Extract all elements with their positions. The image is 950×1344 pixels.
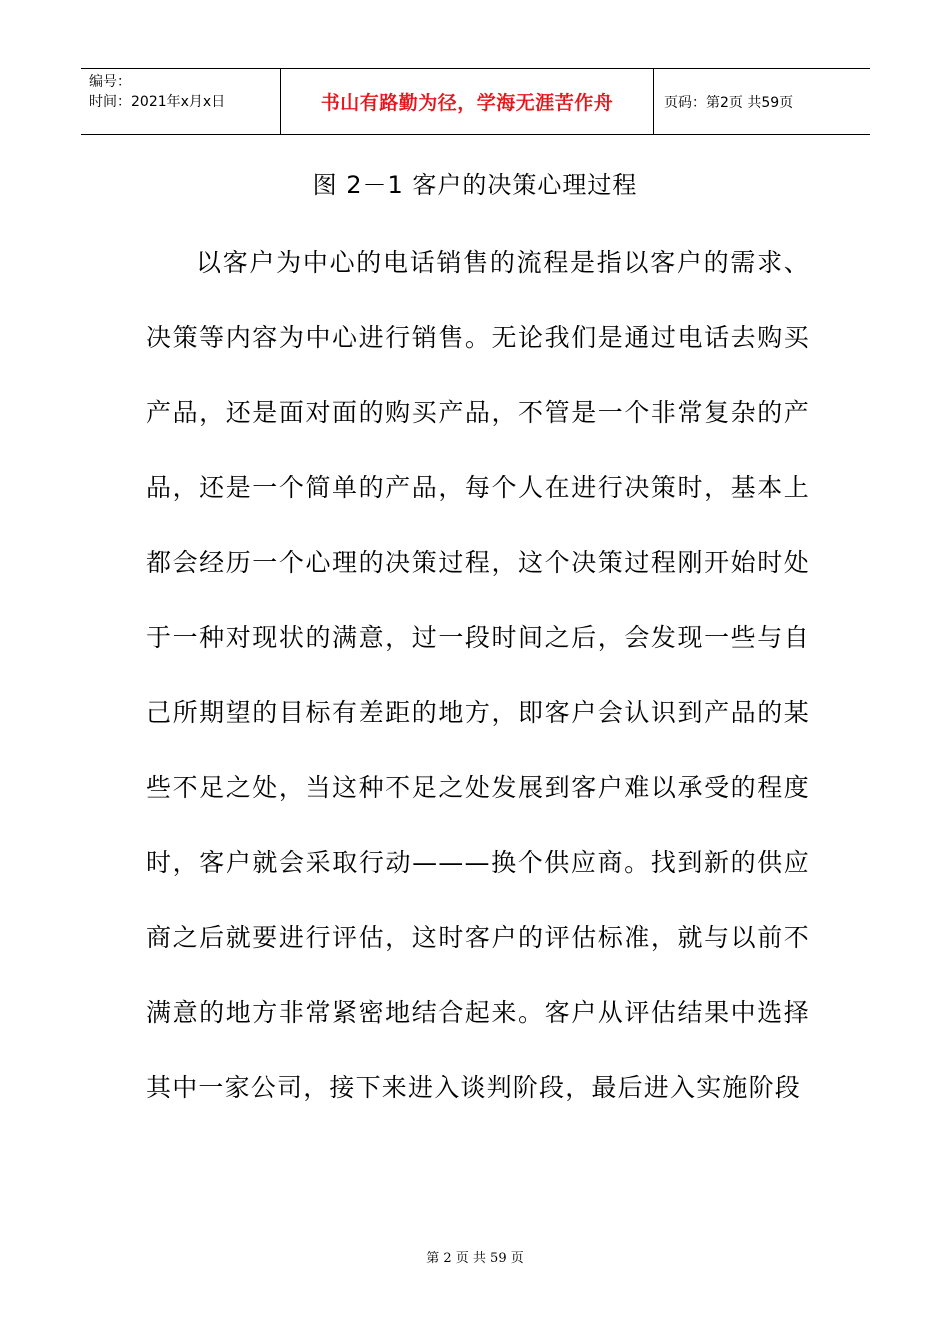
- figure-caption: 图 2－1 客户的决策心理过程: [312, 171, 638, 199]
- body-text: [146, 225, 810, 1125]
- document-number-label: 编号：: [89, 74, 131, 90]
- document-date-label: 时间：2021年x月x日: [89, 94, 226, 110]
- page-header: [81, 68, 870, 135]
- page-footer: 第 2 页 共 59 页: [426, 1251, 524, 1266]
- header-page-info: 页码：第2页 共59页: [664, 94, 794, 111]
- header-motto-cell: [281, 69, 654, 134]
- header-meta-cell: [81, 69, 281, 134]
- header-page-cell: [654, 69, 870, 134]
- body-paragraph: 以客户为中心的电话销售的流程是指以客户的需求、决策等内容为中心进行销售。无论我们是通过电话去购买产品，还是面对面的购买产品，不管是一个非常复杂的产品，还是一个简单的产品，每个人在进行决策时，基本上都会经历一个心理的决策过程，这个决策过程刚开始时处于一种对现状的满意，过一段时间之后，会发现一些与自己所期望的目标有差距的地方，即客户会认识到产品的某些不足之处，当这种不足之处发展到客户难以承受的程度时，客户就会采取行动———换个供应商。找到新的供应商之后就要进行评估，这时客户的评估标准，就与以前不满意的地方非常紧密地结合起来。客户从评估结果中选择其中一家公司，接下来进入谈判阶段，最后进入实施阶段: [146, 248, 810, 1102]
- header-motto: 书山有路勤为径，学海无涯苦作舟: [320, 92, 614, 114]
